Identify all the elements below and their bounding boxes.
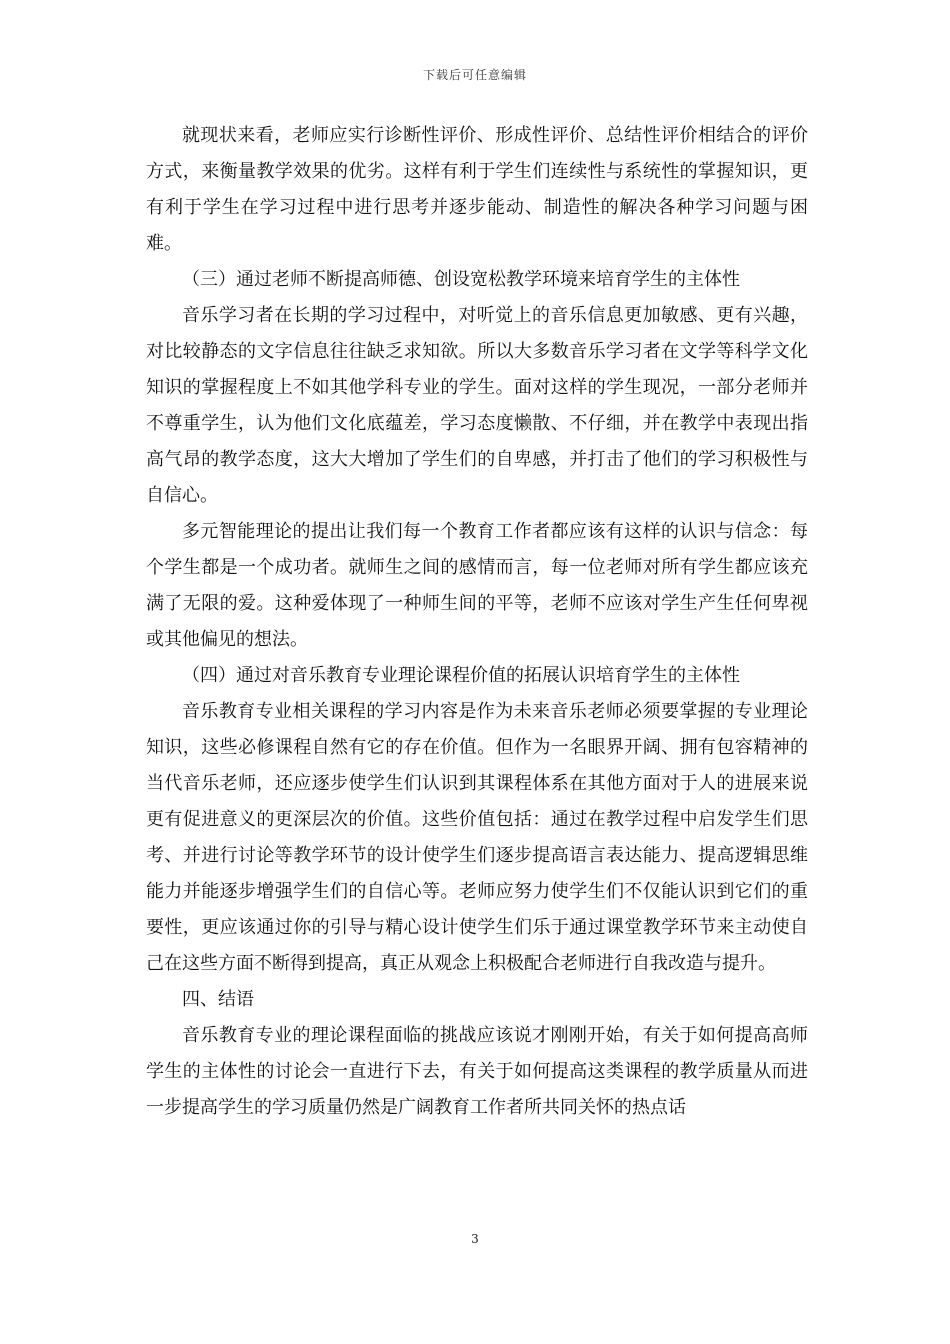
paragraph-conclusion: 音乐教育专业的理论课程面临的挑战应该说才刚刚开始，有关于如何提高高师学生的主体性的讨论会一直进行下去，有关于如何提高这类课程的教学质量从而进一步提高学生的学习质量仍然是广阔教育工作者所共同关怀的热点话 [146,1025,808,1118]
page-header: 下载后可任意编辑 [422,68,527,82]
paragraph-evaluation: 就现状来看，老师应实行诊断性评价、形成性评价、总结性评价相结合的评价方式，来衡量教学效果的优劣。这样有利于学生们连续性与系统性的掌握知识，更有利于学生在学习过程中进行思考并逐步能动、制造性的解决各种学习问题与困难。 [146,125,808,254]
paragraph-multiple-intelligence: 多元智能理论的提出让我们每一个教育工作者都应该有这样的认识与信念：每个学生都是一个成功者。就师生之间的感情而言，每一位老师对所有学生都应该充满了无限的爱。这种爱体现了一种师生间的平等，老师不应该对学生产生任何卑视或其他偏见的想法。 [146,521,808,650]
paragraph-music-learners: 音乐学习者在长期的学习过程中，对听觉上的音乐信息更加敏感、更有兴趣，对比较静态的文字信息往往缺乏求知欲。所以大多数音乐学习者在文学等科学文化知识的掌握程度上不如其他学科专业的学生。面对这样的学生现况，一部分老师并不尊重学生，认为他们文化底蕴差，学习态度懒散、不仔细，并在教学中表现出指高气昂的教学态度，这大大增加了学生们的自卑感，并打击了他们的学习积极性与自信心。 [146,305,808,506]
section-heading-3: （三）通过老师不断提高师德、创设宽松教学环境来培育学生的主体性 [182,269,740,290]
paragraph-course-value: 音乐教育专业相关课程的学习内容是作为未来音乐老师必须要掌握的专业理论知识，这些必修课程自然有它的存在价值。但作为一名眼界开阔、拥有包容精神的当代音乐老师，还应逐步使学生们认识到其课程体系在其他方面对于人的进展来说更有促进意义的更深层次的价值。这些价值包括：通过在教学过程中启发学生们思考、并进行讨论等教学环节的设计使学生们逐步提高语言表达能力、提高逻辑思维能力并能逐步增强学生们的自信心等。老师应努力使学生们不仅能认识到它们的重要性，更应该通过你的引导与精心设计使学生们乐于通过课堂教学环节来主动使自己在这些方面不断得到提高，真正从观念上积极配合老师进行自我改造与提升。 [146,701,808,974]
page-number: 3 [471,1232,479,1246]
body-text [146,118,808,1126]
section-heading-4: （四）通过对音乐教育专业理论课程价值的拓展认识培育学生的主体性 [182,665,740,686]
conclusion-heading: 四、结语 [182,989,254,1010]
